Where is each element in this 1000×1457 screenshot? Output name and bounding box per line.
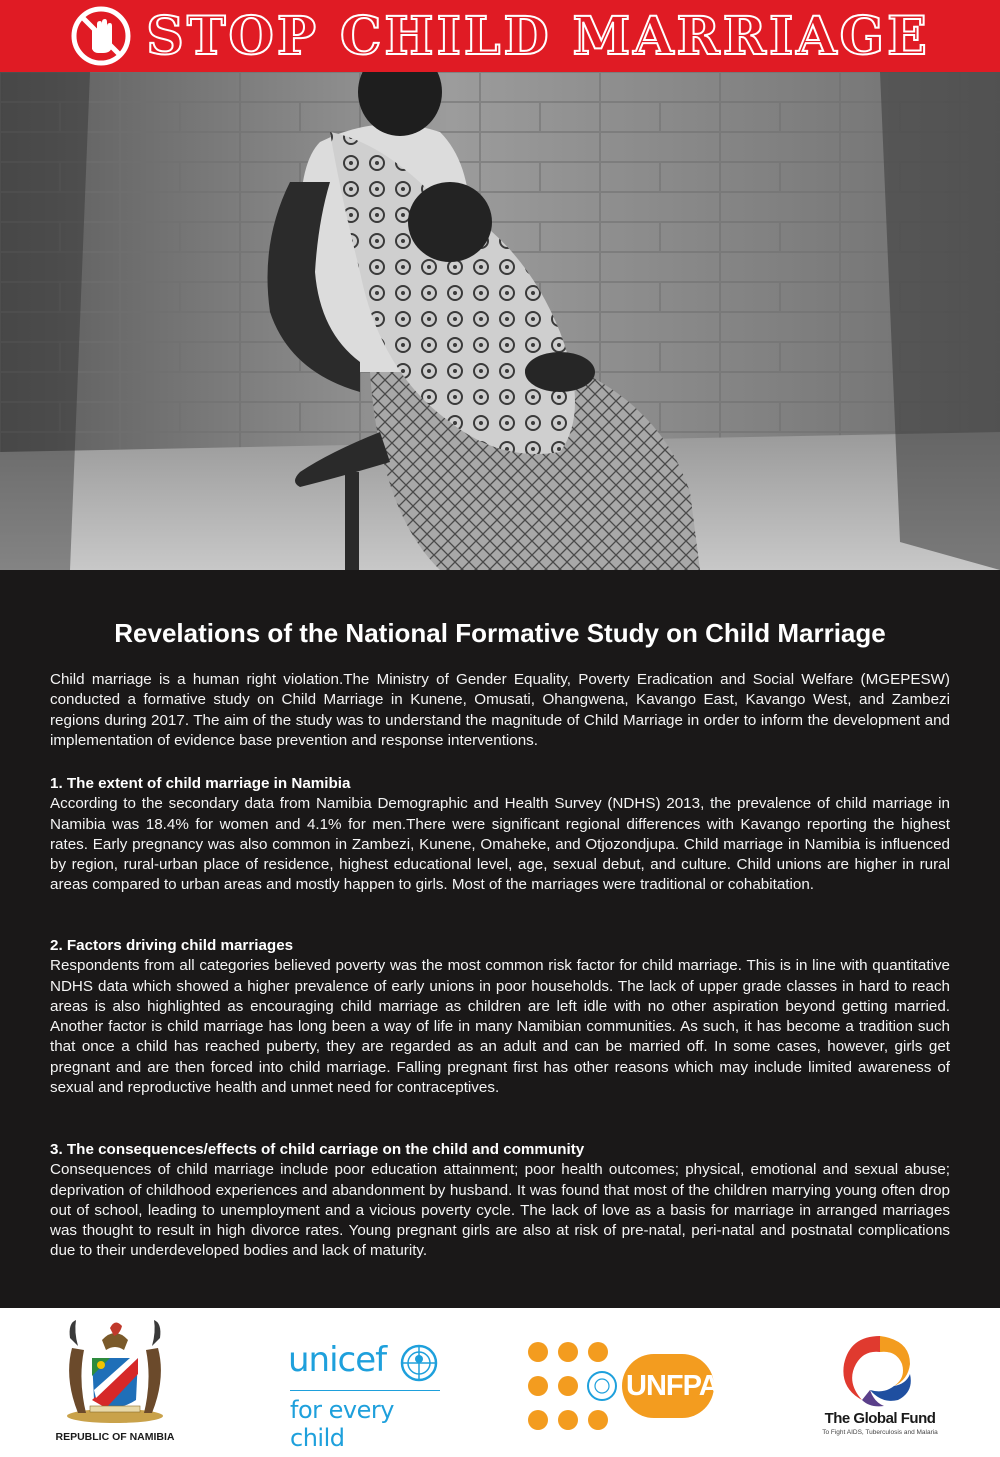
section-text: Respondents from all categories believed poverty was the most common risk factor for child marriage. This is in line with quantitative NDHS data which showed a higher prevalence of early unions in poor households. The lack of upper grade classes in hard to reach areas is also highlighted as encouraging child marriage as children are left idle with no other aspiration beyond getting married. Another factor is child marriage has long been a way of life in many Namibian communities. As such, it has become a tradition such that once a child has reached puberty, they are regarded as an adult and can be married off. In some cases, however, girls get pregnant and are then forced into child marriage. Falling pregnant first has other reasons which may include limited awareness of sexual and reproductive health and unmet need for contraceptives. <box>50 957 950 1097</box>
section-text: According to the secondary data from Namibia Demographic and Health Survey (NDHS) 2013, the prevalence of child marriage in Namibia was 18.4% for women and 4.1% for men.There were significant regional differences with Kavango reporting the highest rates. Early pregnancy was also common in Zambezi, Kunene, Omaheke, and Otjozondjupa. Child marriage in Namibia is influenced by region, rural-urban place of residence, highest educational level, age, sexual debut, and culture. Child unions are higher in rural areas compared to urban areas and mostly happen to girls. Most of the marriages were traditional or cohabitation. <box>50 795 950 894</box>
namibia-coat-of-arms-icon <box>50 1318 180 1428</box>
global-fund-swirl-icon <box>810 1330 950 1410</box>
unfpa-logo <box>526 1340 719 1430</box>
section-text: Consequences of child marriage include poor education attainment; poor health outcomes; physical, emotional and sexual abuse; deprivation of childhood experiences and abandonment by husband. It was found that most of the children marrying young often drop out of school, leading to unemployment and a vicious poverty cycle. The lack of love as a basis for marriage in arranged marriages was thought to result in high divorce rates. Young pregnant girls are also at risk of pre-natal, peri-natal and postnatal complications due to their underdeveloped bodies and lack of maturity. <box>50 1161 950 1260</box>
global-fund-name: The Global Fund <box>824 1410 936 1427</box>
namibia-label: REPUBLIC OF NAMIBIA <box>55 1431 175 1443</box>
unfpa-wordmark: UNFPA <box>626 1370 719 1402</box>
unicef-wordmark: unicef <box>288 1340 387 1380</box>
article-heading: Revelations of the National Formative Study on Child Marriage <box>114 618 886 648</box>
global-fund-tagline: To Fight AIDS, Tuberculosis and Malaria <box>822 1429 938 1436</box>
unicef-tagline: for every child <box>290 1396 394 1452</box>
unicef-divider <box>290 1390 440 1391</box>
section-extent <box>50 774 950 896</box>
section-title: 2. Factors driving child marriages <box>50 937 294 954</box>
section-title: 1. The extent of child marriage in Namibia <box>50 775 351 792</box>
partner-logos-footer <box>0 1308 1000 1457</box>
unicef-emblem-icon <box>398 1342 440 1384</box>
photo-mother-and-child <box>0 72 1000 570</box>
article-section <box>0 570 1000 1308</box>
section-factors <box>50 936 950 1098</box>
unicef-logo <box>288 1340 448 1452</box>
stop-hand-icon <box>70 5 132 67</box>
banner-title: STOP CHILD MARRIAGE <box>146 5 930 67</box>
namibia-logo <box>50 1318 180 1448</box>
section-title: 3. The consequences/effects of child carriage on the child and community <box>50 1141 585 1158</box>
stop-child-marriage-banner <box>0 0 1000 72</box>
intro-paragraph: Child marriage is a human right violation.The Ministry of Gender Equality, Poverty Eradication and Social Welfare (MGEPESW) conducted a formative study on Child Marriage in Kunene, Omusati, Ohangwena, Kavango East, Kavango West, and Zambezi regions during 2017. The aim of the study was to understand the magnitude of Child Marriage in order to inform the development and implementation of evidence base prevention and response interventions. <box>50 671 950 749</box>
section-consequences <box>50 1140 950 1262</box>
global-fund-logo <box>810 1330 950 1440</box>
